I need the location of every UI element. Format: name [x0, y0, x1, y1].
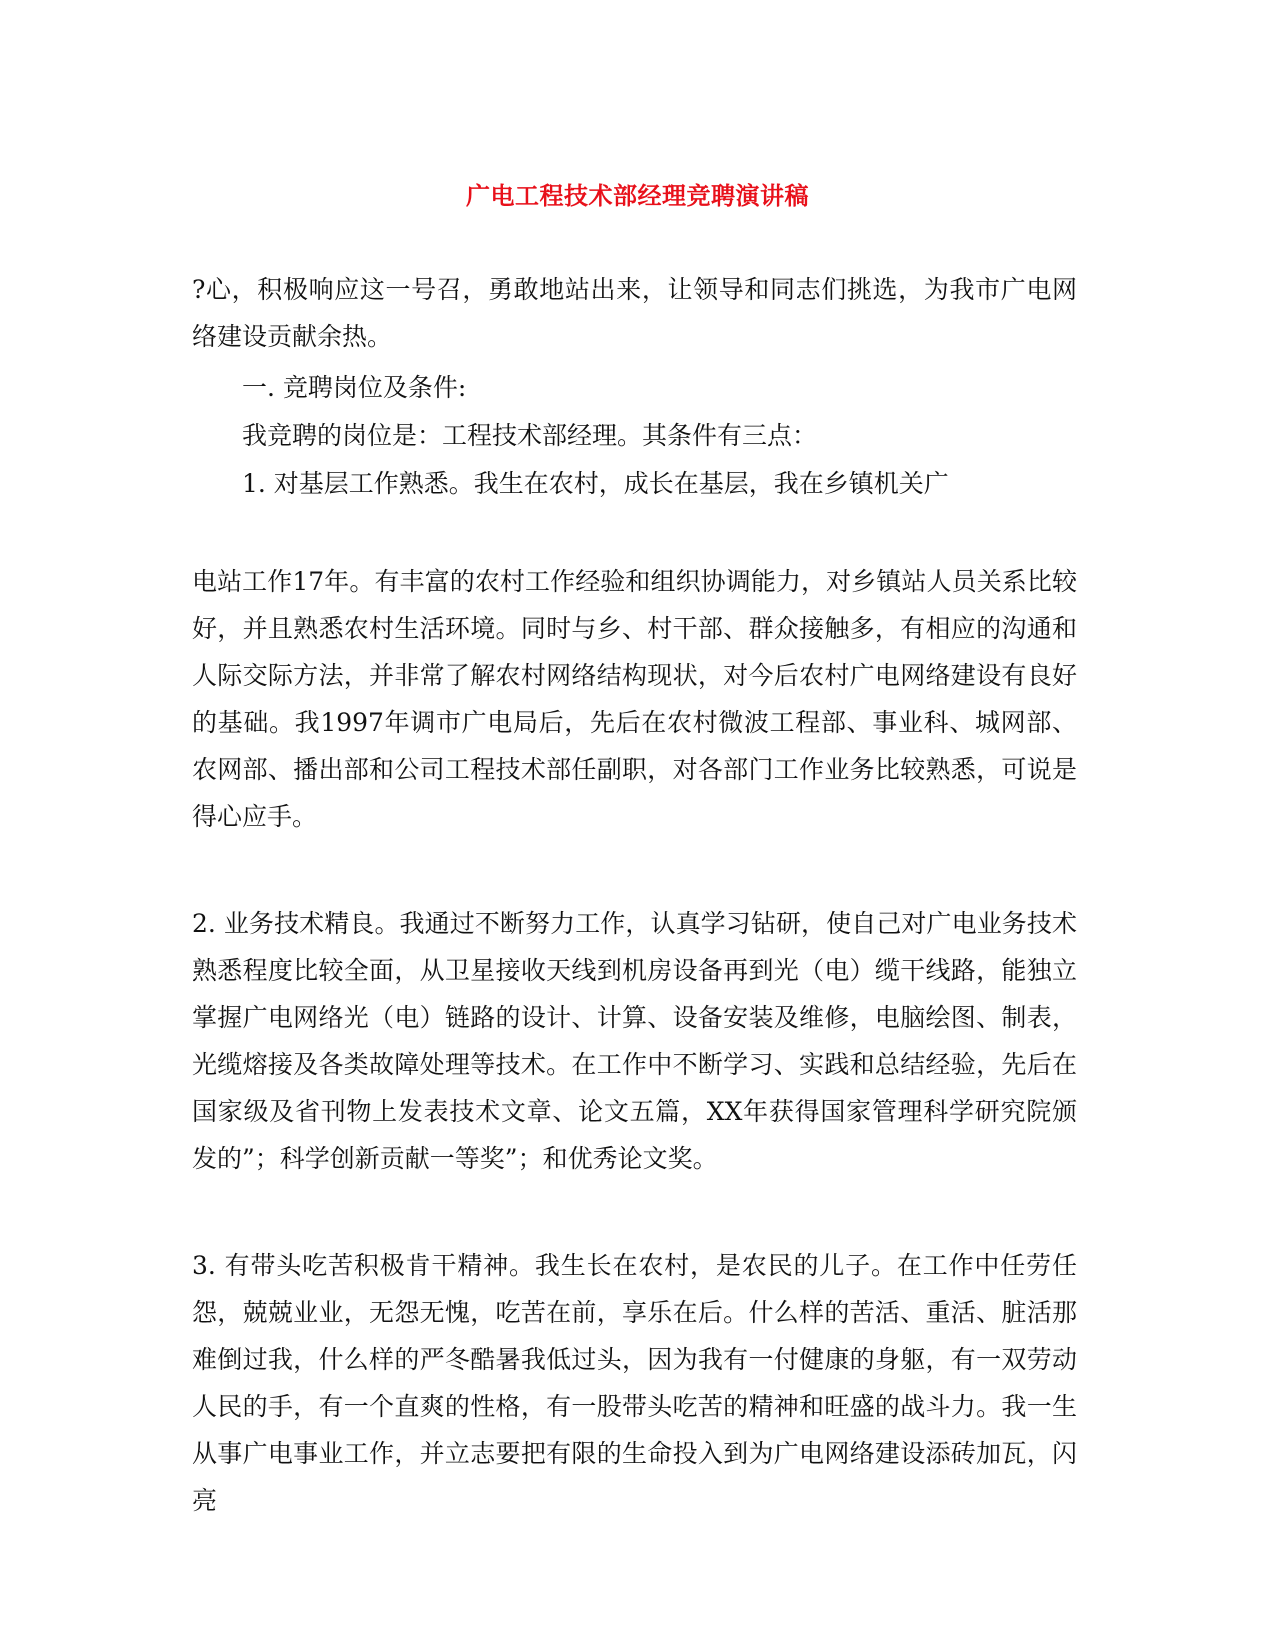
item-1-start: 1. 对基层工作熟悉。我生在农村，成长在基层，我在乡镇机关广: [242, 469, 949, 498]
item-2-paragraph: 2. 业务技术精良。我通过不断努力工作，认真学习钻研，使自己对广电业务技术熟悉程度比较全面，从卫星接收天线到机房设备再到光（电）缆干线路，能独立掌握广电网络光（电）链路的设计、计算、设备安装及维修，电脑绘图、制表，光缆熔接及各类故障处理等技术。在工作中不断学习、实践和总结经验，先后在国家级及省刊物上发表技术文章、论文五篇，XX年获得国家管理科学研究院颁发的”；科学创新贡献一等奖”；和优秀论文奖。: [192, 909, 1077, 1173]
section-heading: 一. 竞聘岗位及条件:: [242, 373, 467, 402]
intro-paragraph: ?心，积极响应这一号召，勇敢地站出来，让领导和同志们挑选，为我市广电网络建设贡献余热。: [192, 275, 1077, 351]
item-1-continued: 电站工作17年。有丰富的农村工作经验和组织协调能力，对乡镇站人员关系比较好，并且熟悉农村生活环境。同时与乡、村干部、群众接触多，有相应的沟通和人际交际方法，并非常了解农村网络结构现状，对今后农村广电网络建设有良好的基础。我1997年调市广电局后，先后在农村微波工程部、事业科、城网部、农网部、播出部和公司工程技术部任副职，对各部门工作业务比较熟悉，可说是得心应手。: [192, 567, 1077, 831]
item-3-paragraph: 3. 有带头吃苦积极肯干精神。我生长在农村，是农民的儿子。在工作中任劳任怨，兢兢业业，无怨无愧，吃苦在前，享乐在后。什么样的苦活、重活、脏活那难倒过我，什么样的严冬酷暑我低过头，因为我有一付健康的身躯，有一双劳动人民的手，有一个直爽的性格，有一股带头吃苦的精神和旺盛的战斗力。我一生从事广电事业工作，并立志要把有限的生命投入到为广电网络建设添砖加瓦，闪亮: [192, 1251, 1077, 1515]
document-title: 广电工程技术部经理竞聘演讲稿: [466, 181, 809, 210]
post-statement: 我竞聘的岗位是：工程技术部经理。其条件有三点：: [242, 421, 818, 450]
